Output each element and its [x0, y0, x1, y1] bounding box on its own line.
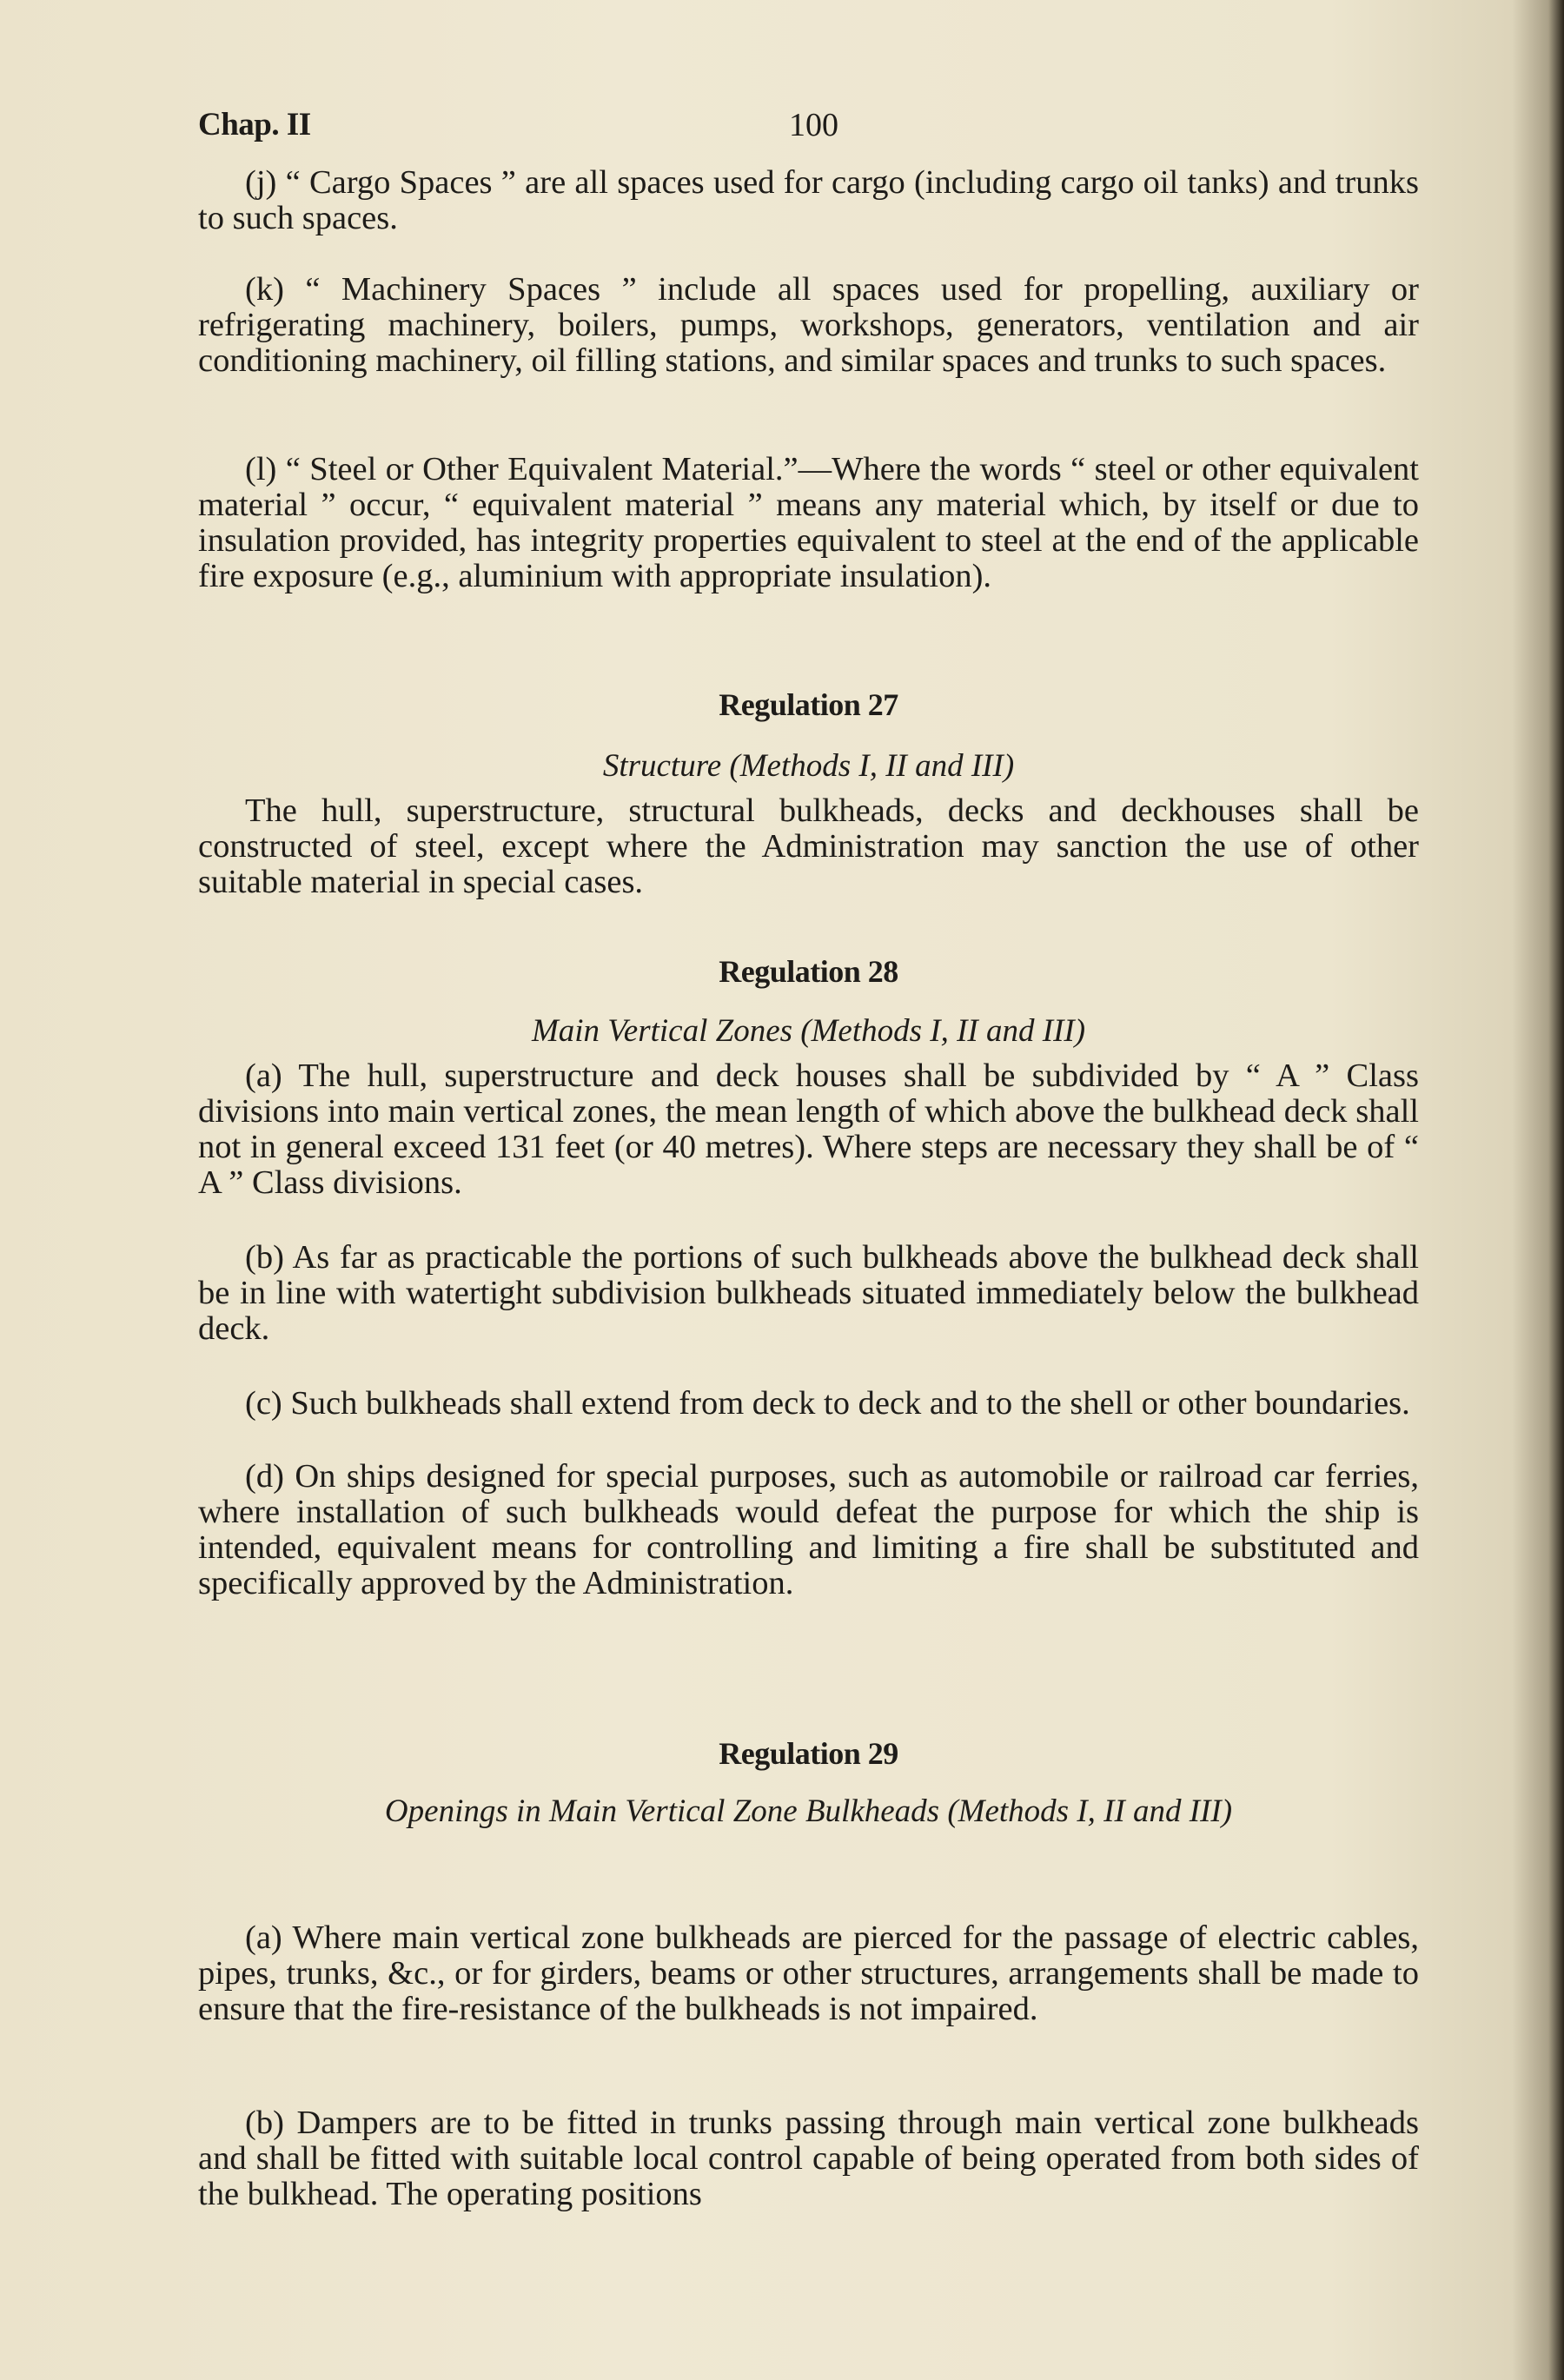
paragraph-k	[198, 272, 1419, 379]
regulation-28-d	[198, 1459, 1419, 1601]
chapter-label: Chap. II	[198, 107, 311, 143]
regulation-28-c-text: (c) Such bulkheads shall extend from deck to deck and to the shell or other boundaries.	[245, 1385, 1410, 1422]
page-number: 100	[789, 107, 838, 143]
page-spine-shadow	[1512, 0, 1564, 2380]
running-header	[198, 106, 1415, 149]
regulation-27-heading: Regulation 27	[719, 687, 898, 722]
regulation-28-subheading: Main Vertical Zones (Methods I, II and III)	[531, 1013, 1086, 1049]
regulation-29-b-text: (b) Dampers are to be fitted in trunks passing through main vertical zone bulkheads and shall be fitted with suitable local control capable of being operated from both sides of the bulkhead. The operating positions	[198, 2105, 1419, 2212]
paragraph-l-text: (l) “ Steel or Other Equivalent Material.”—Where the words “ steel or other equivalent material ” occur, “ equivalent material ” means any material which, by itself or due to insulation provided, has integrity properties equivalent to steel at the end of the applicable fire exposure (e.g., aluminium with appropriate insulation).	[198, 451, 1419, 594]
paragraph-k-text: (k) “ Machinery Spaces ” include all spaces used for propelling, auxiliary or refrigerating machinery, boilers, pumps, workshops, generators, ventilation and air conditioning machinery, oil filling stations, and similar spaces and trunks to such spaces.	[198, 271, 1419, 379]
regulation-27-body-text: The hull, superstructure, structural bulkheads, decks and deckhouses shall be constructed of steel, except where the Administration may sanction the use of other suitable material in special cases.	[198, 792, 1419, 900]
paragraph-l	[198, 452, 1419, 594]
regulation-27-subheading: Structure (Methods I, II and III)	[602, 748, 1015, 784]
paragraph-j	[198, 165, 1419, 236]
regulation-28-a	[198, 1058, 1419, 1201]
regulation-28-c	[198, 1386, 1419, 1422]
regulation-28-b	[198, 1240, 1419, 1347]
paragraph-j-text: (j) “ Cargo Spaces ” are all spaces used for cargo (including cargo oil tanks) and trunks to such spaces.	[198, 164, 1419, 236]
regulation-29-a	[198, 1920, 1419, 2027]
regulation-29-a-text: (a) Where main vertical zone bulkheads are pierced for the passage of electric cables, pipes, trunks, &c., or for girders, beams or other structures, arrangements shall be made to ensure that the fire-resistance of the bulkheads is not impaired.	[198, 1919, 1419, 2027]
regulation-27-body	[198, 793, 1419, 900]
regulation-29-b	[198, 2105, 1419, 2212]
regulation-28-d-text: (d) On ships designed for special purposes, such as automobile or railroad car ferries, where installation of such bulkheads would defeat the purpose for which the ship is intended, equivalent means for controlling and limiting a fire shall be substituted and specifically approved by the Administration.	[198, 1458, 1419, 1601]
regulation-29-subheading: Openings in Main Vertical Zone Bulkheads (Methods I, II and III)	[384, 1793, 1233, 1829]
regulation-28-b-text: (b) As far as practicable the portions of such bulkheads above the bulkhead deck shall be in line with watertight subdivision bulkheads situated immediately below the bulkhead deck.	[198, 1239, 1419, 1347]
regulation-29-heading: Regulation 29	[719, 1736, 898, 1771]
regulation-28-a-text: (a) The hull, superstructure and deck houses shall be subdivided by “ A ” Class divisions into main vertical zones, the mean length of which above the bulkhead deck shall not in general exceed 131 feet (or 40 metres). Where steps are necessary they shall be of “ A ” Class divisions.	[198, 1057, 1419, 1201]
regulation-28-heading: Regulation 28	[719, 954, 898, 989]
